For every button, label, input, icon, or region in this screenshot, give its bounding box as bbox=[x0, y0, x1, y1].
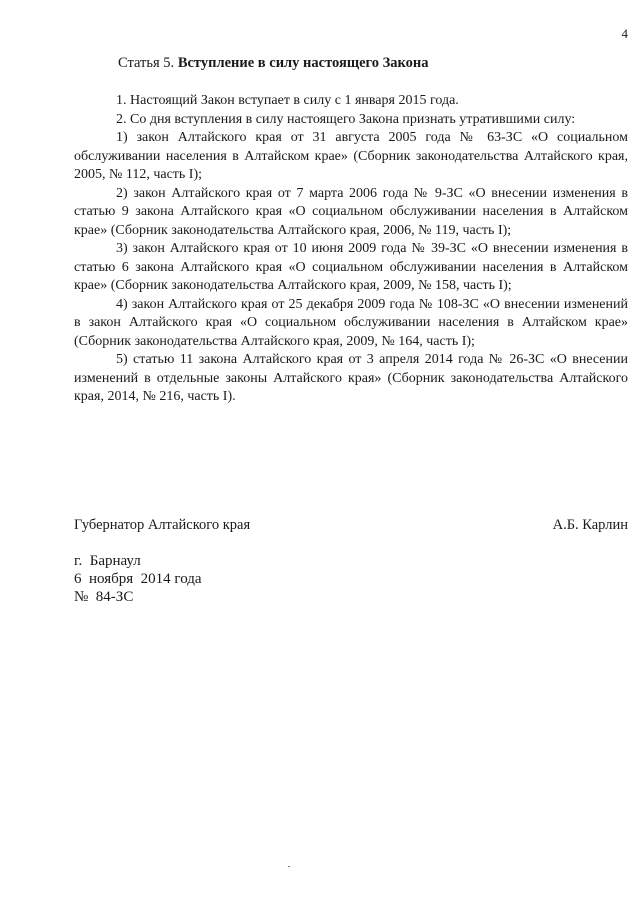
article-title: Вступление в силу настоящего Закона bbox=[177, 55, 429, 71]
signatory-position: Губернатор Алтайского края bbox=[74, 517, 251, 533]
list-item-repealed-law-4: 4) закон Алтайского края от 25 декабря 2009 года № 108-ЗС «О внесении изменений в закон Алтайского края «О социальном обслуживании населения в Алтайском крае» (Сборник законодательства Алтайского края, 2009, № 164, часть I); bbox=[74, 296, 628, 349]
paragraph-repealed-intro: 2. Со дня вступления в силу настоящего Закона признать утратившими силу: bbox=[116, 111, 576, 127]
article-body bbox=[74, 92, 628, 407]
page-number: 4 bbox=[621, 26, 628, 41]
article-prefix: Статья 5. bbox=[118, 55, 175, 71]
list-item-repealed-law-2: 2) закон Алтайского края от 7 марта 2006 года № 9-ЗС «О внесении изменения в статью 9 закона Алтайского края «О социальном обслуживании населения в Алтайском крае» (Сборник законодательства Алтайского края, 2006, № 119, часть I); bbox=[74, 185, 628, 238]
signatory-name: А.Б. Карлин bbox=[552, 517, 628, 533]
list-item-repealed-law-1: 1) закон Алтайского края от 31 августа 2005 года № 63-ЗС «О социальном обслуживании населения в Алтайском крае» (Сборник законодательства Алтайского края, 2005, № 112, часть I); bbox=[74, 130, 628, 182]
paragraph-entry-into-force: 1. Настоящий Закон вступает в силу с 1 января 2015 года. bbox=[116, 93, 459, 108]
place-date-number-block bbox=[74, 552, 202, 606]
list-item-repealed-law-5: 5) статью 11 закона Алтайского края от 3 апреля 2014 года № 26-ЗС «О внесении изменений в отдельные законы Алтайского края» (Сборник законодательства Алтайского края, 2014, № 216, часть I). bbox=[74, 352, 628, 404]
signature-block bbox=[74, 517, 628, 534]
scan-speck bbox=[288, 866, 290, 867]
law-number: № 84-ЗС bbox=[74, 589, 134, 605]
article-heading bbox=[118, 55, 429, 72]
city: г. Барнаул bbox=[74, 553, 141, 569]
list-item-repealed-law-3: 3) закон Алтайского края от 10 июня 2009 года № 39-ЗС «О внесении изменения в статью 6 закона Алтайского края «О социальном обслуживании населения в Алтайском крае» (Сборник законодательства Алтайского края, 2009, № 158, часть I); bbox=[74, 241, 628, 293]
law-date: 6 ноября 2014 года bbox=[74, 571, 202, 587]
